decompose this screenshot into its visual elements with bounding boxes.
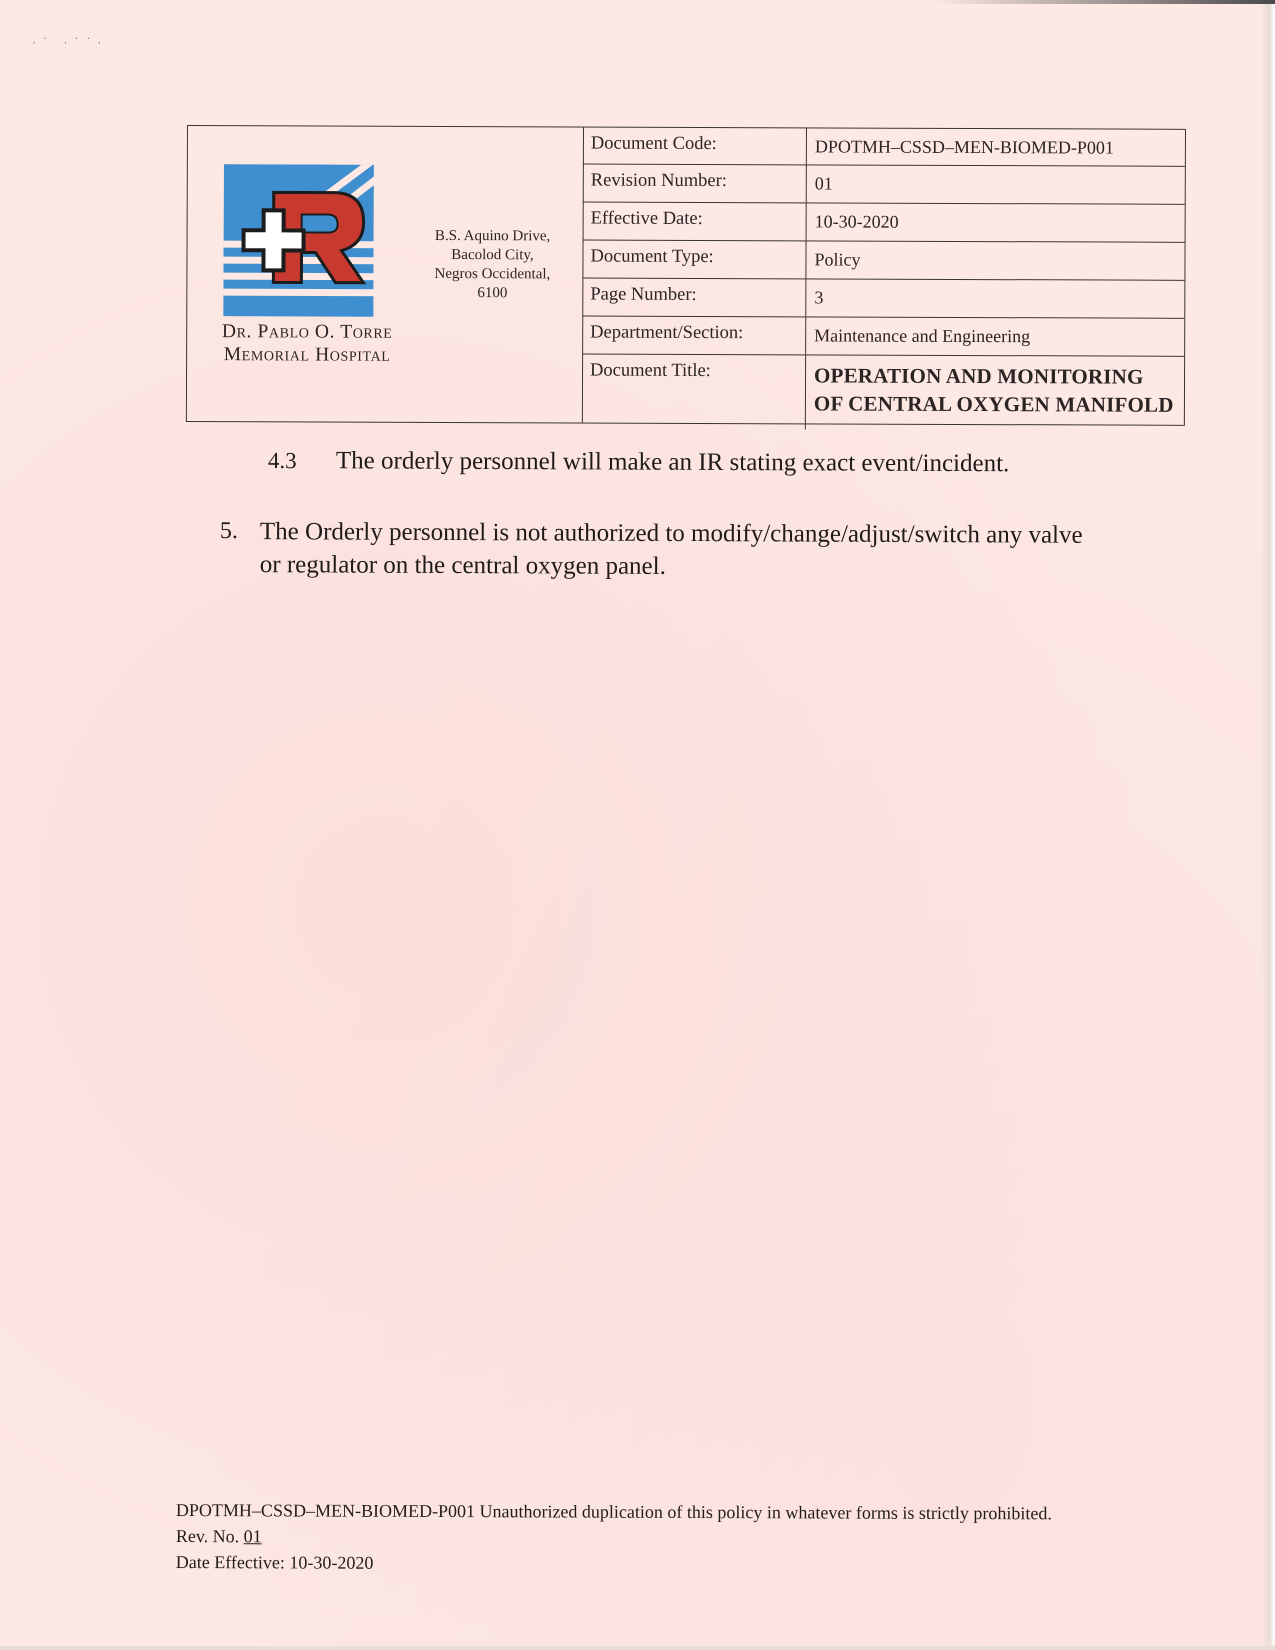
row-document-type	[582, 241, 1184, 281]
document-info-grid	[582, 128, 1185, 425]
logo-cell	[187, 126, 584, 423]
scan-edge-top	[935, 0, 1275, 4]
value-effective-date: 10-30-2020	[814, 211, 899, 232]
hospital-address	[412, 227, 572, 304]
hospital-name-line1: Dr. Pablo O. Torre	[221, 321, 393, 343]
page-footer	[176, 1497, 1176, 1579]
value-document-title	[806, 355, 1184, 430]
address-line4: 6100	[477, 285, 508, 302]
hospital-name	[197, 320, 417, 367]
row-document-title	[582, 355, 1184, 431]
address-line1: B.S. Aquino Drive,	[434, 227, 551, 245]
row-department-section	[582, 317, 1184, 357]
value-document-code: DPOTMH–CSSD–MEN-BIOMED-P001	[814, 136, 1114, 158]
footer-revision	[176, 1523, 1176, 1553]
value-department-section: Maintenance and Engineering	[814, 325, 1031, 347]
address-line3: Negros Occidental,	[434, 265, 551, 283]
label-revision-number: Revision Number:	[583, 165, 807, 203]
row-page-number	[582, 279, 1184, 319]
label-department-section: Department/Section:	[582, 317, 806, 355]
label-document-code: Document Code:	[583, 128, 807, 165]
label-page-number: Page Number:	[582, 279, 806, 317]
footer-date-value: 10-30-2020	[289, 1552, 374, 1573]
hospital-name-line2: Memorial Hospital	[223, 344, 391, 366]
value-page-number: 3	[814, 287, 824, 308]
item-text	[260, 515, 1180, 585]
footer-date-label: Date Effective:	[175, 1551, 290, 1573]
item-number: 4.3	[267, 448, 297, 474]
document-title-line1: OPERATION AND MONITORING	[813, 363, 1144, 389]
document-header-table	[186, 125, 1186, 426]
value-revision-number: 01	[814, 173, 833, 194]
footer-date	[176, 1549, 1176, 1579]
list-item-5	[220, 515, 1180, 585]
address-line2: Bacolod City,	[451, 247, 534, 264]
document-title-line2: OF CENTRAL OXYGEN MANIFOLD	[813, 391, 1174, 417]
row-document-code	[583, 128, 1185, 167]
scan-edge-bottom	[0, 1646, 1275, 1650]
label-effective-date: Effective Date:	[583, 203, 807, 241]
scan-edge-right	[1261, 0, 1275, 1650]
footer-rev-value: 01	[243, 1526, 262, 1547]
item-text-line1: The Orderly personnel is not authorized to modify/change/adjust/switch any valve	[259, 518, 1083, 549]
label-document-title: Document Title:	[582, 355, 806, 430]
value-document-type: Policy	[814, 249, 861, 270]
footer-notice: DPOTMH–CSSD–MEN-BIOMED-P001 Unauthorized duplication of this policy in whatever forms is strictly prohibited.	[175, 1500, 1052, 1524]
scan-specks: ·˙ ·˙˙·	[32, 36, 108, 50]
label-document-type: Document Type:	[582, 241, 806, 279]
item-number: 5.	[219, 518, 238, 545]
list-item-4-3	[268, 447, 1168, 479]
footer-rev-label: Rev. No.	[175, 1525, 244, 1547]
item-text-line2: or regulator on the central oxygen panel.	[259, 551, 666, 580]
row-revision-number	[583, 165, 1185, 205]
row-effective-date	[583, 203, 1185, 243]
item-text: The orderly personnel will make an IR stating exact event/incident.	[335, 447, 1010, 478]
hospital-logo-icon	[223, 164, 382, 325]
